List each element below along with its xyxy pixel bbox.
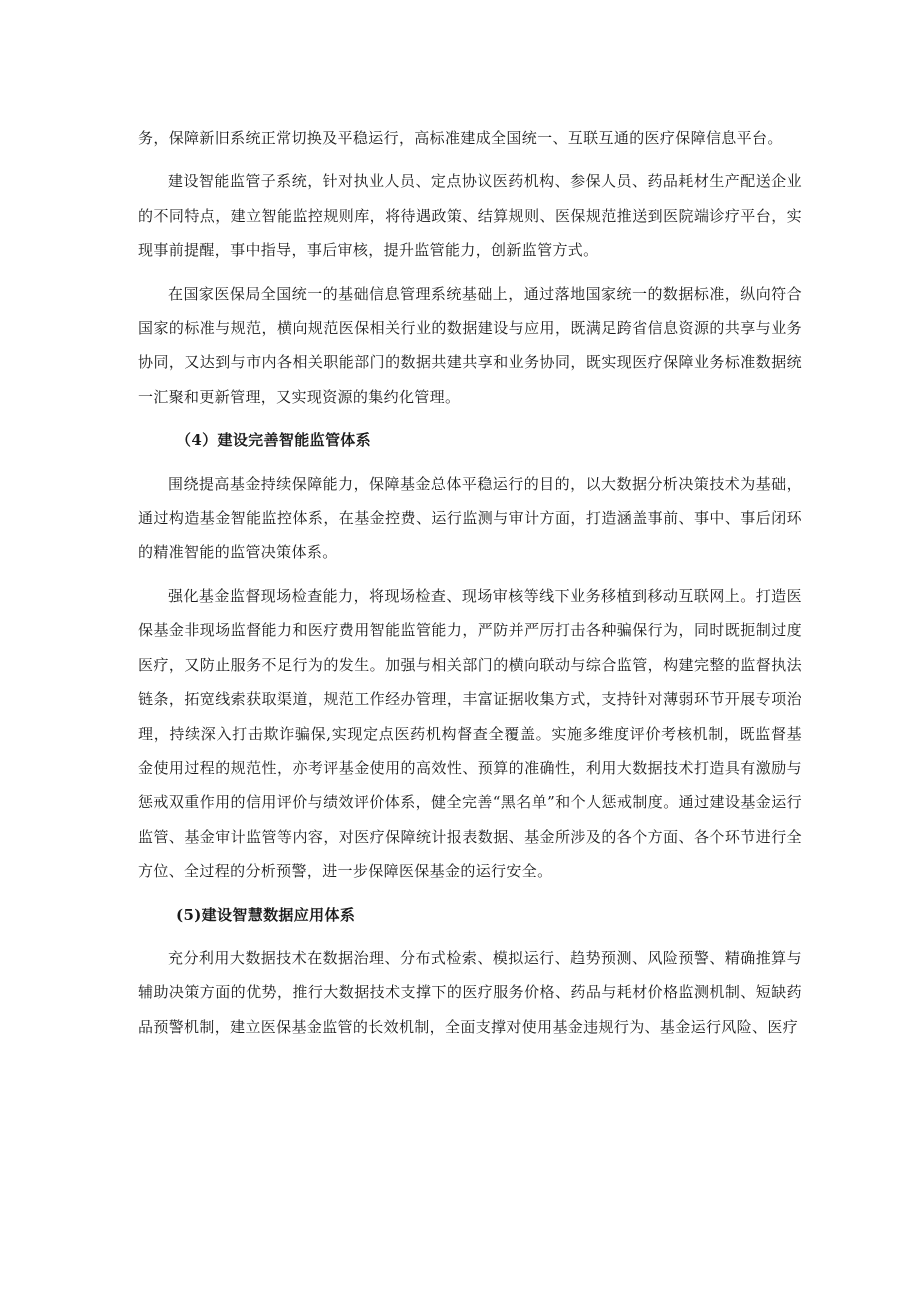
paragraph-fund-monitoring: 围绕提高基金持续保障能力，保障基金总体平稳运行的目的，以大数据分析决策技术为基础，通过构造基金智能监控体系，在基金控费、运行监测与审计方面，打造涵盖事前、事中、事后闭环的精准智能的监管决策体系。 [138, 474, 802, 562]
paragraph-onsite-inspection: 强化基金监督现场检查能力，将现场检查、现场审核等线下业务移植到移动互联网上。打造医保基金非现场监督能力和医疗费用智能监管能力，严防并严厉打击各种骗保行为，同时既扼制过度医疗，又防止服务不足行为的发生。加强与相关部门的横向联动与综合监管，构建完整的监督执法链条，拓宽线索获取渠道，规范工作经办管理，丰富证据收集方式，支持针对薄弱环节开展专项治理，持续深入打击欺诈骗保,实现定点医药机构督查全覆盖。实施多维度评价考核机制，既监督基金使用过程的规范性，亦考评基金使用的高效性、预算的准确性，利用大数据技术打造具有激励与惩戒双重作用的信用评价与绩效评价体系，健全完善“黑名单”和个人惩戒制度。通过建设基金运行监管、基金审计监管等内容，对医疗保障统计报表数据、基金所涉及的各个方面、各个环节进行全方位、全过程的分析预警，进一步保障医保基金的运行安全。 [138, 586, 802, 881]
paragraph-continuation: 务，保障新旧系统正常切换及平稳运行，高标准建成全国统一、互联互通的医疗保障信息平台。 [138, 129, 783, 147]
paragraph-smart-supervision-subsystem: 建设智能监管子系统，针对执业人员、定点协议医药机构、参保人员、药品耗材生产配送企业的不同特点，建立智能监控规则库，将待遇政策、结算规则、医保规范推送到医院端诊疗平台，实现事前提醒，事中指导，事后审核，提升监管能力，创新监管方式。 [138, 172, 802, 260]
section-heading-4: （4）建设完善智能监管体系 [176, 431, 371, 450]
paragraph-big-data: 充分利用大数据技术在数据治理、分布式检索、模拟运行、趋势预测、风险预警、精确推算与辅助决策方面的优势，推行大数据技术支撑下的医疗服务价格、药品与耗材价格监测机制、短缺药品预警机制，建立医保基金监管的长效机制，全面支撑对使用基金违规行为、基金运行风险、医疗 [138, 948, 802, 1036]
section-heading-5: (5)建设智慧数据应用体系 [176, 905, 356, 924]
document-body [138, 121, 802, 1044]
paragraph-data-standards: 在国家医保局全国统一的基础信息管理系统基础上，通过落地国家统一的数据标准，纵向符合国家的标准与规范，横向规范医保相关行业的数据建设与应用，既满足跨省信息资源的共享与业务协同，又达到与市内各相关职能部门的数据共建共享和业务协同，既实现医疗保障业务标准数据统一汇聚和更新管理，又实现资源的集约化管理。 [138, 284, 802, 406]
